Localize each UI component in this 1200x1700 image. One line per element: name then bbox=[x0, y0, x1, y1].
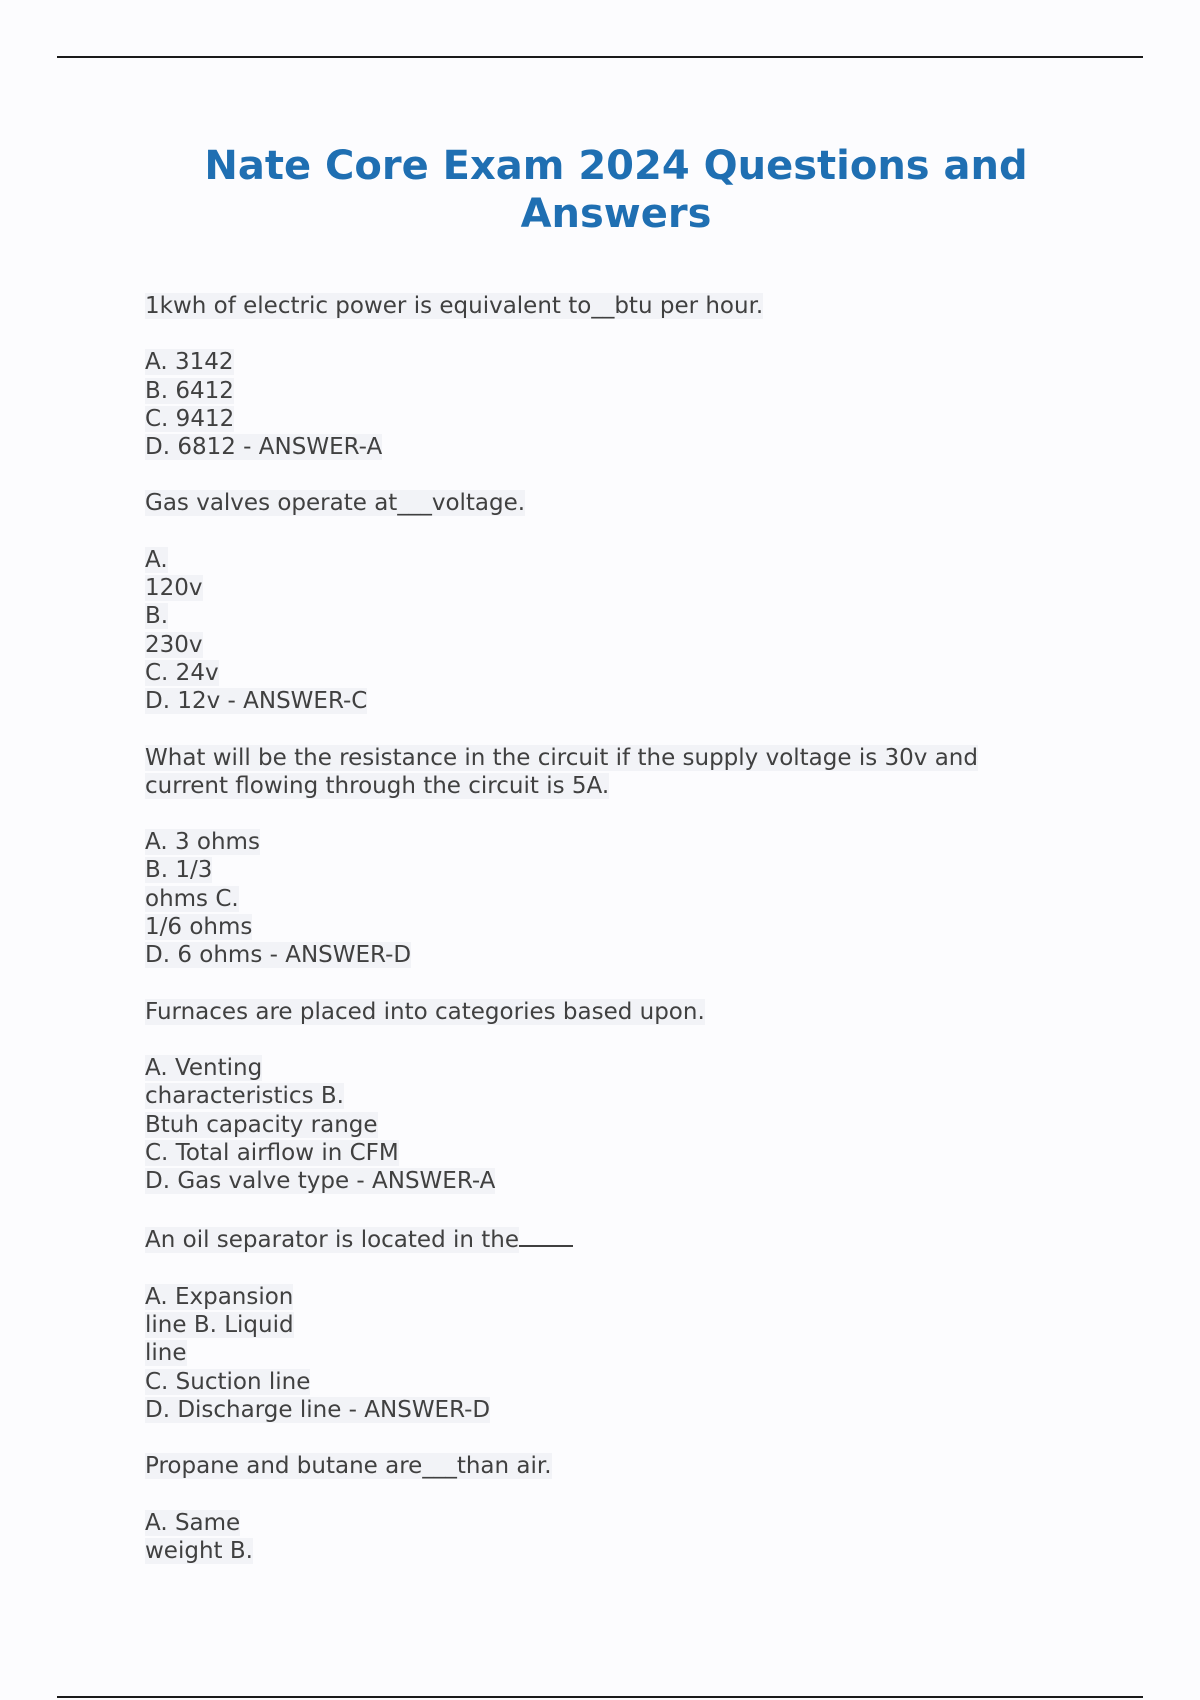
choice-line: line B. Liquid bbox=[145, 1312, 294, 1339]
answer-line: D. Discharge line - ANSWER-D bbox=[145, 1396, 491, 1423]
choice-line: C. 24v bbox=[145, 659, 219, 686]
choice-line: B. bbox=[145, 603, 169, 630]
choice-list bbox=[145, 348, 1045, 461]
choice-line: A. 3142 bbox=[145, 349, 234, 376]
question-item bbox=[145, 489, 1045, 715]
choice-list bbox=[145, 1283, 1045, 1424]
choice-line: A. Same bbox=[145, 1509, 241, 1536]
answer-line: D. 6 ohms - ANSWER-D bbox=[145, 942, 412, 969]
choice-line: C. Suction line bbox=[145, 1368, 311, 1395]
choice-line: A. Venting bbox=[145, 1054, 263, 1081]
choice-line: C. Total airflow in CFM bbox=[145, 1139, 399, 1166]
title-line-2: Answers bbox=[520, 191, 712, 237]
question-item bbox=[145, 292, 1045, 461]
choice-line: line bbox=[145, 1340, 187, 1367]
question-stem: Propane and butane are___than air. bbox=[145, 1453, 552, 1480]
choice-line: Btuh capacity range bbox=[145, 1111, 378, 1138]
choice-line: 120v bbox=[145, 575, 203, 602]
choice-line: 1/6 ohms bbox=[145, 914, 253, 941]
question-stem-line-2: current flowing through the circuit is 5A. bbox=[145, 772, 610, 799]
question-item bbox=[145, 998, 1045, 1196]
document-title bbox=[150, 142, 1082, 238]
header-rule bbox=[57, 56, 1143, 58]
question-item bbox=[145, 1452, 1045, 1565]
question-stem: Gas valves operate at___voltage. bbox=[145, 490, 526, 517]
choice-line: ohms C. bbox=[145, 885, 239, 912]
footer-rule bbox=[57, 1696, 1143, 1698]
question-item bbox=[145, 744, 1045, 970]
choice-line: A. 3 ohms bbox=[145, 829, 260, 856]
title-line-1: Nate Core Exam 2024 Questions and bbox=[204, 143, 1028, 189]
choice-list bbox=[145, 828, 1045, 969]
choice-line: C. 9412 bbox=[145, 405, 235, 432]
choice-line: B. 6412 bbox=[145, 377, 234, 404]
answer-line: D. 6812 - ANSWER-A bbox=[145, 434, 383, 461]
choice-line: weight B. bbox=[145, 1537, 253, 1564]
question-stem: An oil separator is located in the bbox=[145, 1227, 520, 1254]
choice-line: 230v bbox=[145, 631, 203, 658]
question-stem-line-1: What will be the resistance in the circuit if the supply voltage is 30v and bbox=[145, 744, 978, 771]
question-list bbox=[145, 292, 1045, 1593]
choice-line: A. bbox=[145, 546, 168, 573]
choice-list bbox=[145, 1509, 1045, 1566]
choice-line: B. 1/3 bbox=[145, 857, 213, 884]
answer-line: D. Gas valve type - ANSWER-A bbox=[145, 1168, 496, 1195]
question-stem: Furnaces are placed into categories based upon. bbox=[145, 998, 705, 1025]
choice-line: characteristics B. bbox=[145, 1083, 344, 1110]
choice-list bbox=[145, 1054, 1045, 1195]
answer-blank bbox=[519, 1223, 573, 1247]
choice-list bbox=[145, 546, 1045, 716]
choice-line: A. Expansion bbox=[145, 1283, 294, 1310]
answer-line: D. 12v - ANSWER-C bbox=[145, 688, 368, 715]
question-stem: 1kwh of electric power is equivalent to__btu per hour. bbox=[145, 293, 764, 319]
question-item bbox=[145, 1223, 1045, 1424]
